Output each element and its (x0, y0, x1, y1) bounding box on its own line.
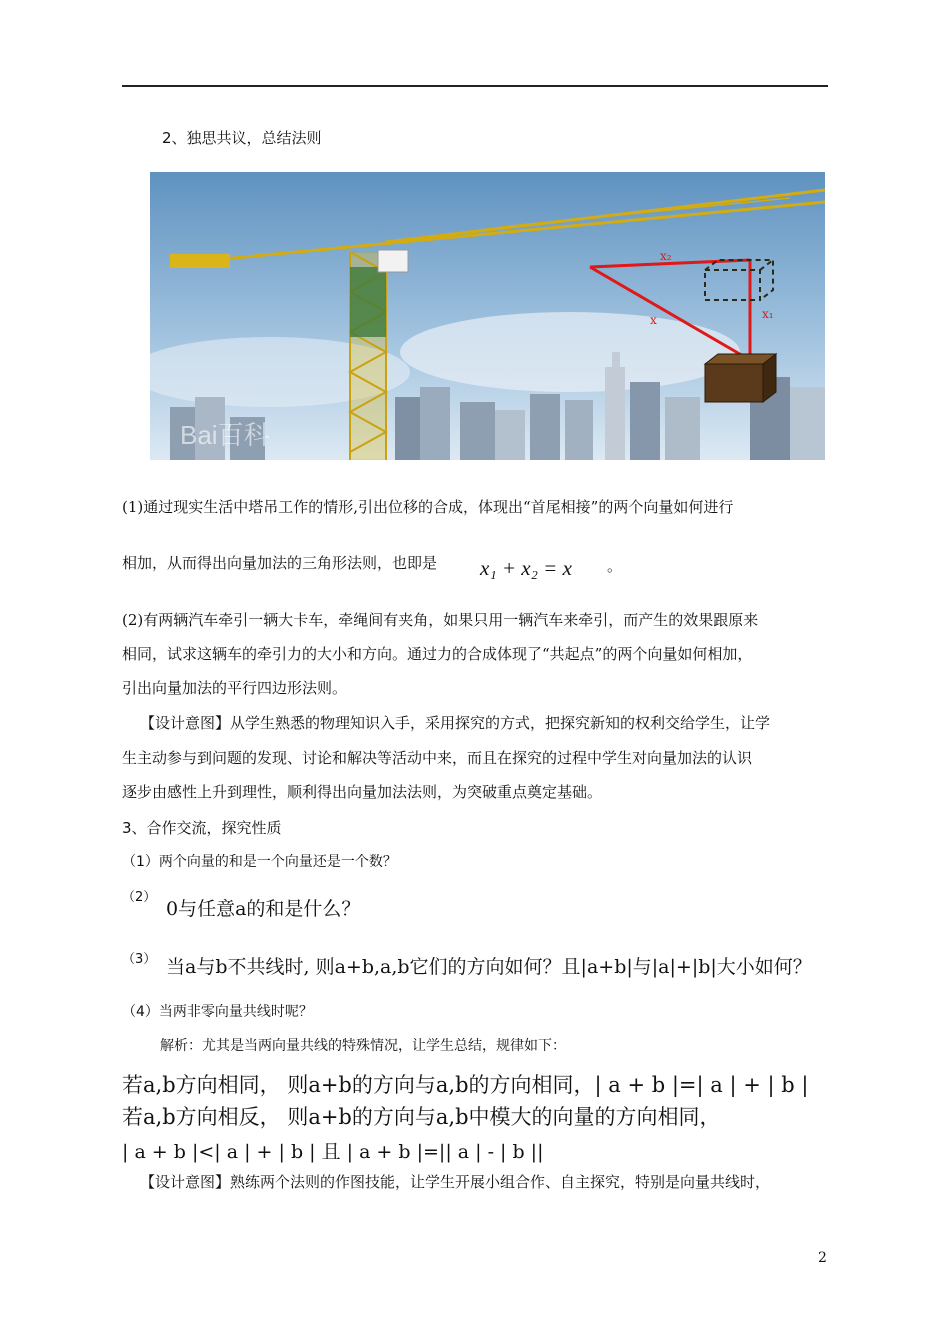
design1-line2: 生主动参与到问题的发现、讨论和解决等活动中来，而且在探究的过程中学生对向量加法的认识 (122, 749, 753, 767)
p1-end: 。 (607, 557, 623, 575)
crane-figure (150, 172, 825, 460)
label-x1: x₁ (762, 307, 774, 321)
p2-line3: 引出向量加法的平行四边形法则。 (122, 679, 348, 697)
question-2-number: （2） (122, 890, 157, 905)
question-3-number: （3） (122, 952, 157, 967)
header-rule (122, 85, 828, 87)
design1-line1: 【设计意图】从学生熟悉的物理知识入手，采用探究的方式，把探究新知的权利交给学生，让学 (140, 714, 771, 732)
section3-title: 3、合作交流，探究性质 (122, 819, 282, 837)
p2-line1: (2)有两辆汽车牵引一辆大卡车，牵绳间有夹角，如果只用一辆汽车来牵引，而产生的效果跟原来 (122, 611, 759, 629)
section2-title: 2、独思共议，总结法则 (162, 129, 322, 147)
rule-3: | a + b |<| a | + | b | 且 | a + b |=|| a | - | b || (122, 1141, 544, 1163)
page-number: 2 (818, 1250, 827, 1266)
analysis: 解析：尤其是当两向量共线的特殊情况，让学生总结，规律如下： (160, 1038, 566, 1054)
question-1: （1）两个向量的和是一个向量还是一个数？ (122, 854, 397, 870)
crane-net (350, 267, 386, 337)
label-x2: x₂ (660, 249, 672, 263)
question-2-text: 0与任意a的和是什么？ (166, 898, 361, 920)
question-4: （4）当两非零向量共线时呢？ (122, 1004, 313, 1020)
design2-line1: 【设计意图】熟练两个法则的作图技能，让学生开展小组合作、自主探究，特别是向量共线时， (140, 1173, 771, 1191)
label-x: x (650, 313, 657, 327)
question-3-text: 当a与b不共线时, 则a+b,a,b它们的方向如何？且|a+b|与|a|+|b|大小如何？ (166, 956, 812, 978)
p1-formula: x₁ + x₂ = x (480, 556, 572, 580)
load-box (705, 354, 776, 402)
rule-1: 若a,b方向相同， 则a+b的方向与a,b的方向相同，| a + b |=| a | + | b | (122, 1073, 809, 1097)
p2-line2: 相同，试求这辆车的牵引力的大小和方向。通过力的合成体现了“共起点”的两个向量如何相加， (122, 645, 753, 663)
rule-2: 若a,b方向相反， 则a+b的方向与a,b中模大的向量的方向相同， (122, 1105, 721, 1129)
counter-jib (170, 254, 230, 268)
p1-line2: 相加，从而得出向量加法的三角形法则，也即是 (122, 554, 438, 572)
design1-line3: 逐步由感性上升到理性，顺利得出向量加法法则，为突破重点奠定基础。 (122, 783, 603, 801)
p1-line1: (1)通过现实生活中塔吊工作的情形,引出位移的合成，体现出“首尾相接”的两个向量如何进行 (122, 498, 734, 516)
watermark: Bai百科 (180, 420, 270, 450)
